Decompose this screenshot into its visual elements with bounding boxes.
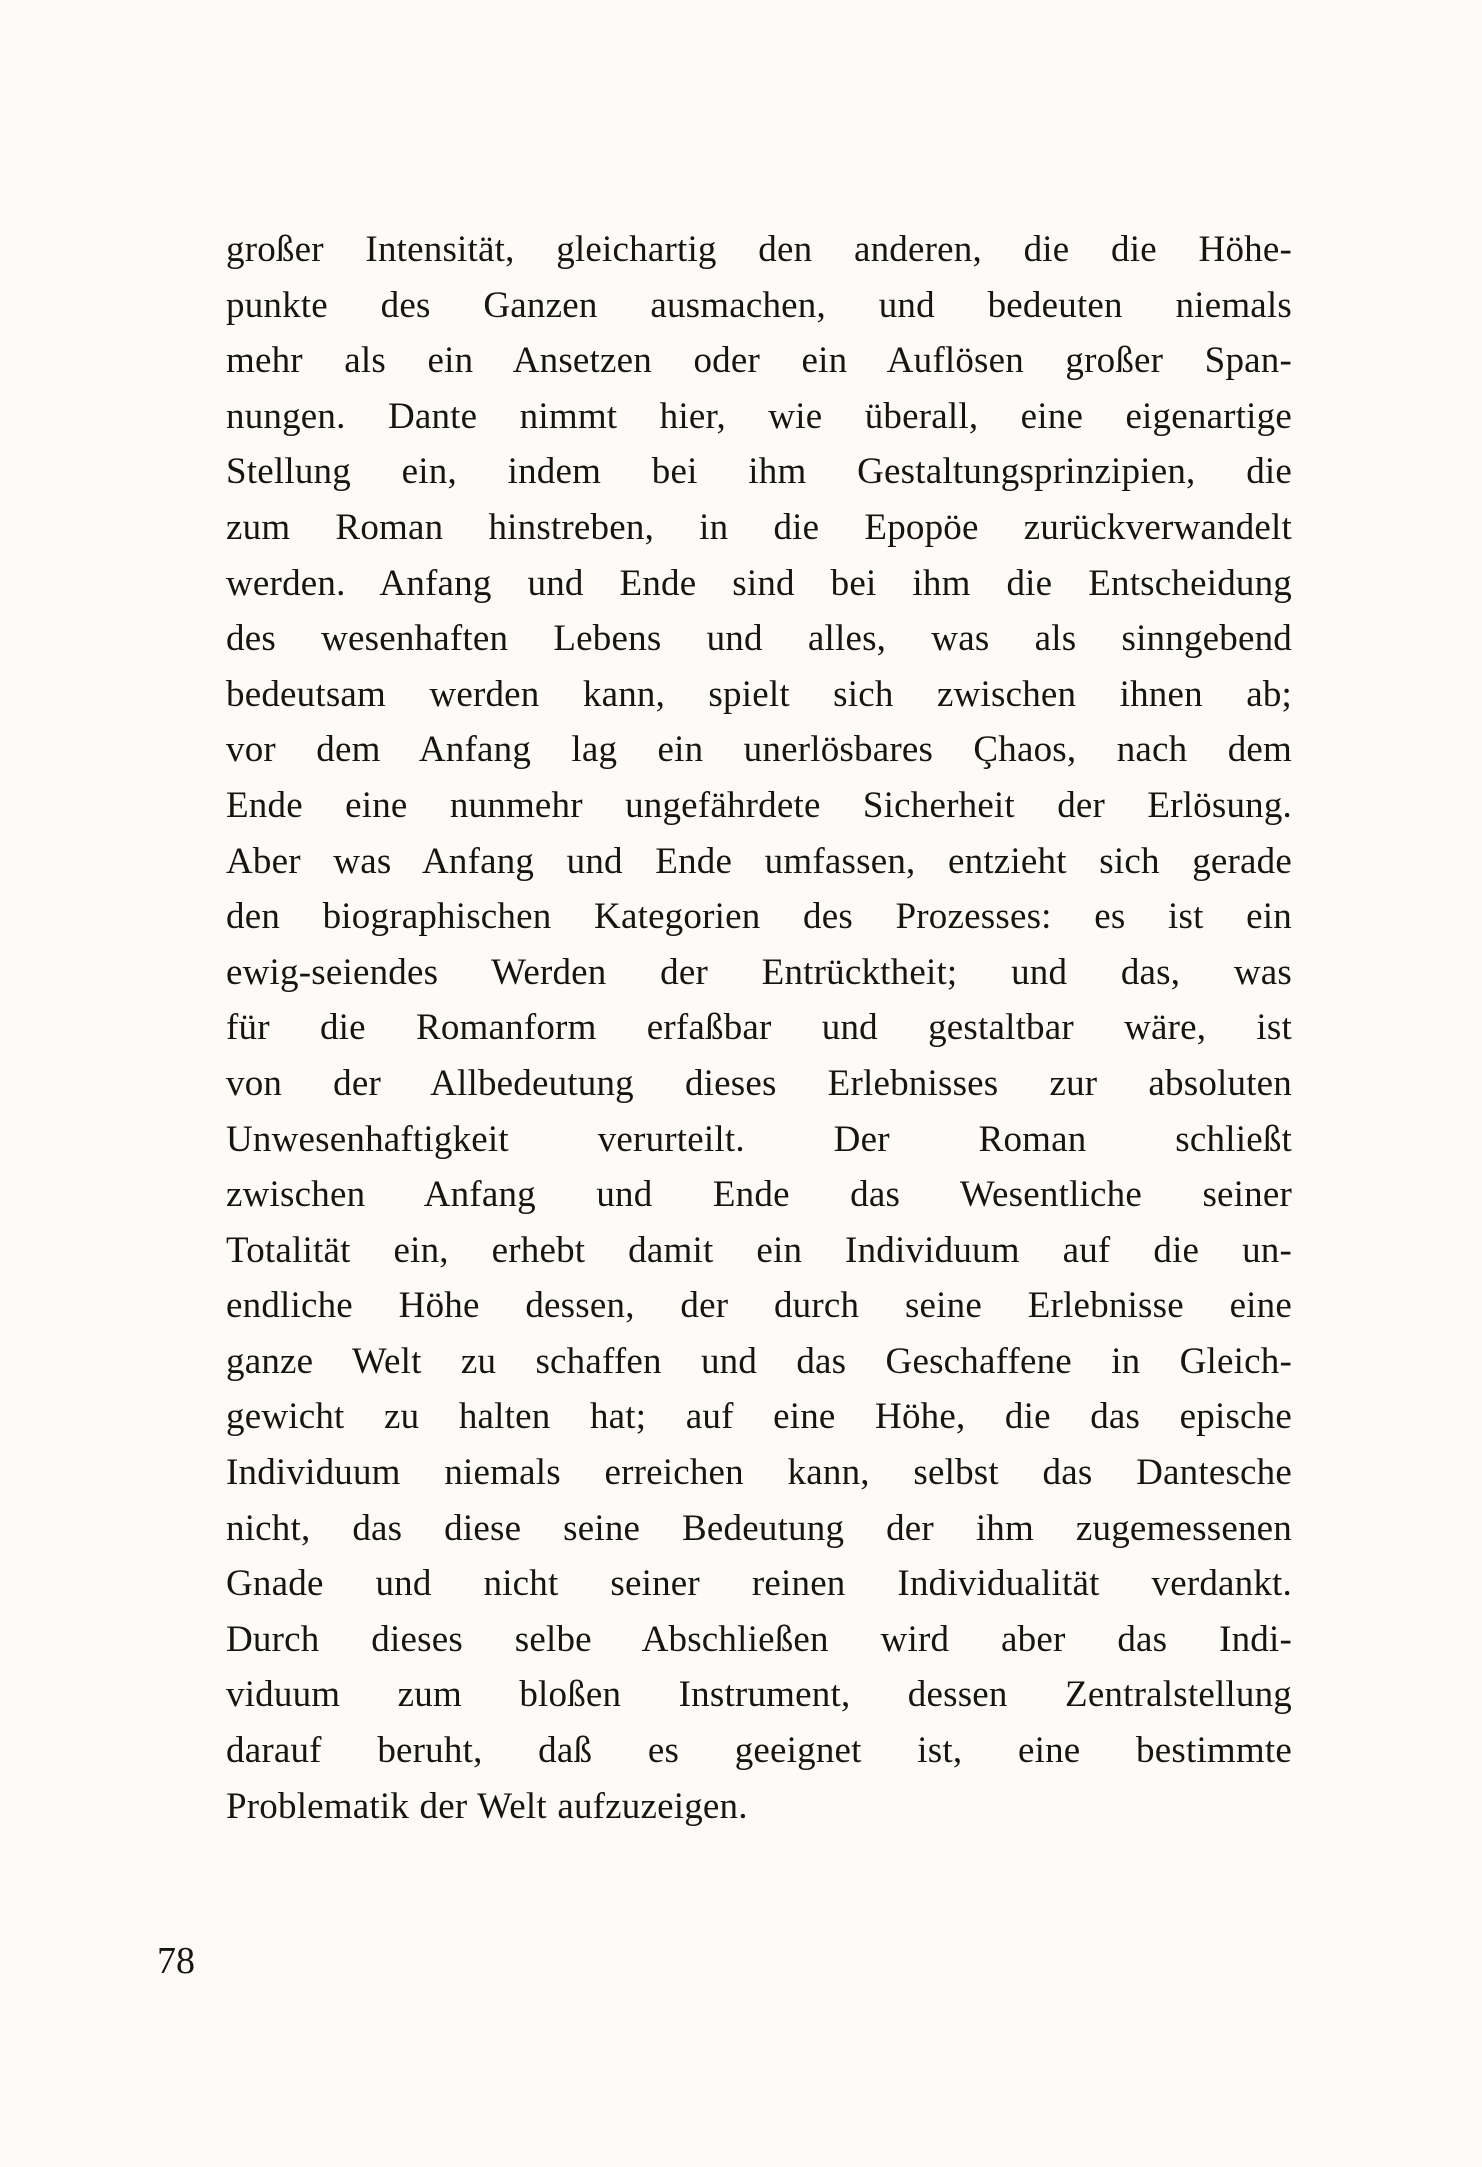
text-line: ganze Welt zu schaffen und das Geschaffene in Gleich- [226,1340,1292,1382]
text-line: nungen. Dante nimmt hier, wie überall, eine eigenartige [226,395,1292,437]
text-line: den biographischen Kategorien des Prozesses: es ist ein [226,896,1292,938]
text-line: darauf beruht, daß es geeignet ist, eine bestimmte [226,1730,1292,1772]
text-line: viduum zum bloßen Instrument, dessen Zentralstellung [226,1674,1292,1716]
text-line: des wesenhaften Lebens und alles, was als sinngebend [226,618,1292,660]
text-line: bedeutsam werden kann, spielt sich zwischen ihnen ab; [226,673,1292,715]
text-line: Stellung ein, indem bei ihm Gestaltungsprinzipien, die [226,451,1292,493]
text-line: Ende eine nunmehr ungefährdete Sicherheit der Erlösung. [226,784,1292,826]
text-line: nicht, das diese seine Bedeutung der ihm zugemessenen [226,1507,1292,1549]
text-line: vor dem Anfang lag ein unerlösbares Çhaos, nach dem [226,729,1292,771]
text-line: ewig-seiendes Werden der Entrücktheit; und das, was [226,951,1292,993]
text-line: zum Roman hinstreben, in die Epopöe zurückverwandelt [226,506,1292,548]
page-number: 78 [157,1940,195,1982]
text-line: Unwesenhaftigkeit verurteilt. Der Roman schließt [226,1118,1292,1160]
text-line: Problematik der Welt aufzuzeigen. [226,1785,748,1827]
text-line: Totalität ein, erhebt damit ein Individuum auf die un- [226,1229,1292,1271]
text-line: punkte des Ganzen ausmachen, und bedeuten niemals [226,284,1292,326]
text-line: für die Romanform erfaßbar und gestaltbar wäre, ist [226,1007,1292,1049]
text-line: von der Allbedeutung dieses Erlebnisses zur absoluten [226,1062,1292,1104]
text-line: zwischen Anfang und Ende das Wesentliche seiner [226,1174,1292,1216]
text-line: Durch dieses selbe Abschließen wird aber das Indi- [226,1618,1292,1660]
text-line: gewicht zu halten hat; auf eine Höhe, die das epische [226,1396,1292,1438]
text-line: mehr als ein Ansetzen oder ein Auflösen großer Span- [226,340,1292,382]
text-line: werden. Anfang und Ende sind bei ihm die Entscheidung [226,562,1292,604]
text-line: Aber was Anfang und Ende umfassen, entzieht sich gerade [226,840,1292,882]
text-line: Individuum niemals erreichen kann, selbst das Dantesche [226,1452,1292,1494]
text-line: großer Intensität, gleichartig den anderen, die die Höhe- [226,229,1292,270]
text-line: Gnade und nicht seiner reinen Individualität verdankt. [226,1563,1292,1605]
text-line: endliche Höhe dessen, der durch seine Erlebnisse eine [226,1285,1292,1327]
paragraph [226,222,1292,1834]
